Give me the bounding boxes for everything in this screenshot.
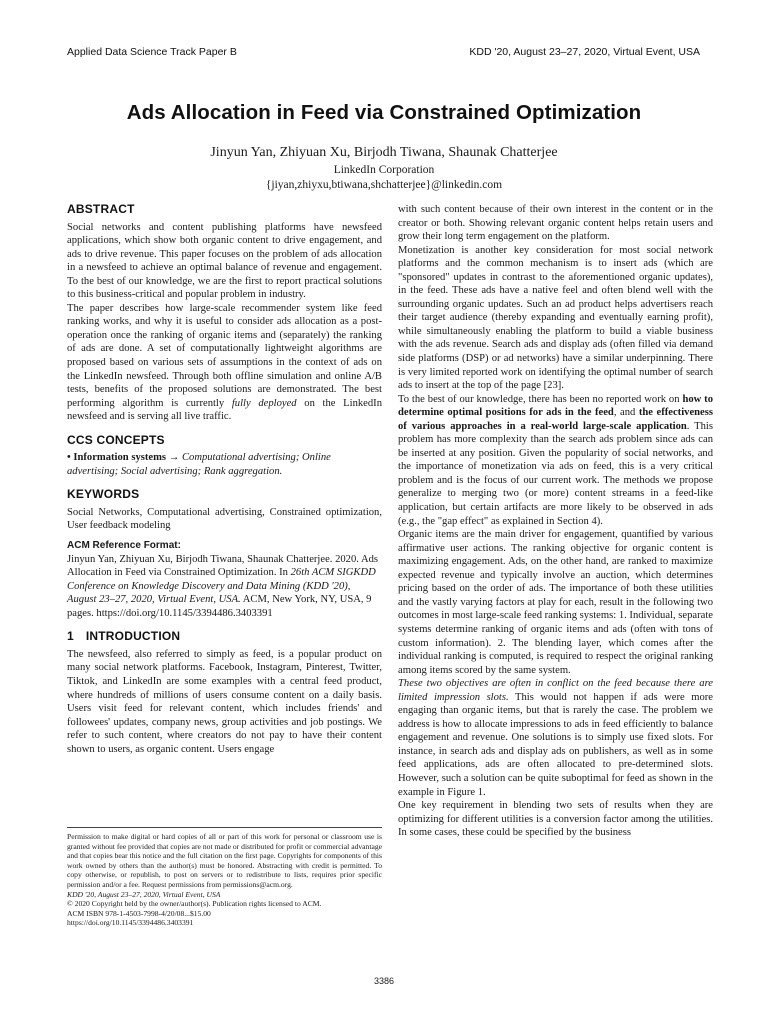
affiliation: LinkedIn Corporation: [333, 164, 435, 176]
reference-text: Jinyun Yan, Zhiyuan Xu, Birjodh Tiwana, Shaunak Chatterjee. 2020. Ads Allocation in Feed via Constrained Optimization. In: [67, 553, 379, 579]
abstract-heading: ABSTRACT: [67, 202, 135, 216]
copyright-line: © 2020 Copyright held by the owner/author(s). Publication rights licensed to ACM.: [67, 899, 322, 909]
section-title: INTRODUCTION: [85, 629, 181, 644]
copyright-footnote: [67, 827, 382, 928]
intro-paragraph-conflict: [398, 677, 713, 799]
reference-doi: ACM, New York, NY, USA, 9 pages. https://doi.org/10.1145/3394486.3403391: [67, 594, 372, 619]
abstract-paragraph-2: [67, 302, 382, 424]
page-number: 3386: [373, 976, 395, 986]
left-column: [67, 203, 382, 756]
right-column: [398, 203, 713, 840]
doi-line: https://doi.org/10.1145/3394486.3403391: [67, 918, 194, 928]
author-list: Jinyun Yan, Zhiyuan Xu, Birjodh Tiwana, Shaunak Chatterjee: [210, 145, 558, 160]
introduction-paragraph-1: The newsfeed, also referred to simply as feed, is a popular product on many social network platforms. Facebook, Instagram, Pinterest, Twitter, Tiktok, and LinkedIn are some examples with a central feed product, where hundreds of millions of users consume content on a daily basis. Users visit feed for relevant content, which includes friends' and followees' updates, company news, group activities and job postings. We refer to such content, where creators do not pay to have their content shown to users, as organic content. Users engage: [67, 648, 382, 755]
keywords-heading: KEYWORDS: [67, 487, 140, 502]
running-header-left: Applied Data Science Track Paper B: [67, 46, 237, 58]
ccs-concepts: [67, 451, 382, 478]
isbn-line: ACM ISBN 978-1-4503-7998-4/20/08...$15.00: [67, 908, 211, 918]
contribution-text: To the best of our knowledge, there has been no reported work on: [398, 393, 683, 405]
reference-venue: 26th ACM SIGKDD Conference on Knowledge Discovery and Data Mining (KDD '20), August 23–27, 2020, Virtual Event, USA.: [67, 567, 376, 606]
contribution-bold-1: how to determine optimal positions for ads in the feed: [398, 393, 714, 419]
keywords-text: Social Networks, Computational advertising, Constrained optimization, User feedback modeling: [67, 506, 382, 532]
paper-title: Ads Allocation in Feed via Constrained Optimization: [126, 101, 642, 124]
section-number: 1: [67, 629, 74, 644]
abstract-emphasis: fully deployed: [231, 397, 297, 409]
contribution-rest: . This problem has more complexity than the search ads problem since ads can be inserted at any position. Given the popularity of social networks, and the importance of monetization via ads on feed, this is a very critical problem and is the focus of our current work. The methods we propose generalize to merging two (or more) content streams in a feed-like application, but certain artifacts are more likely to be observed in ads (e.g., the "gap effect" as explained in Section 4).: [398, 420, 713, 527]
acm-reference-text: [67, 553, 382, 621]
ccs-bullet: • Information systems: [67, 452, 167, 464]
venue-line: KDD '20, August 23–27, 2020, Virtual Event, USA: [67, 889, 221, 899]
acm-reference-heading: ACM Reference Format:: [67, 540, 181, 552]
abstract-text: The paper describes how large-scale recommender system like feed ranking works, and why it is useful to consider ads allocation as a post-operation once the ranking of organic items and (separately) the ranking of ads are done. A set of computationally lightweight algorithms are proposed based on various sets of assumptions in the context of ads on the LinkedIn newsfeed. Through both offline simulation and online A/B tests, benefits of the proposed solutions are demonstrated. The best performing algorithm is currently: [67, 302, 382, 409]
intro-paragraph-conversion: One key requirement in blending two sets of results when they are optimizing for different utilities is a conversion factor among the utilities. In some cases, these could be specified by the business: [398, 800, 713, 839]
intro-paragraph-contribution: [398, 393, 713, 528]
contribution-joiner: , and: [613, 407, 639, 419]
permission-notice: Permission to make digital or hard copies of all or part of this work for personal or classroom use is granted without fee provided that copies are not made or distributed for profit or commercial advantage and that copies bear this notice and the full citation on the first page. Copyrights for components of this work owned by others than the author(s) must be honored. Abstracting with credit is permitted. To copy otherwise, or republish, to post on servers or to redistribute to lists, requires prior specific permission and/or a fee. Request permissions from permissions@acm.org.: [67, 832, 382, 889]
intro-paragraph-continued: with such content because of their own interest in the content or in the creator or both. Showing relevant organic content helps retain users and grow their long term engagement on the platform.: [398, 204, 713, 243]
author-emails: {jiyan,zhiyxu,btiwana,shchatterjee}@linkedin.com: [265, 179, 503, 191]
running-header-right: KDD '20, August 23–27, 2020, Virtual Event, USA: [469, 46, 700, 58]
intro-paragraph-organic: Organic items are the main driver for engagement, quantified by various affirmative user actions. The ranking objective for organic content is maximizing engagement. Ads, on the other hand, are ranked to maximize expected revenue and typically involve an auction, which determines pricing based on the order of ads. The importance of both these utilities and the vastly varying factors at play for each, result in the following two outcomes in most large-scale feed ranking systems: 1. Individual, separate systems determine ranking of organic items and ads (often with tons of custom information). 2. The blending layer, which comes after the individual ranking is computed, is required to respect the original ranking among items scored by the same system.: [398, 529, 713, 676]
ccs-heading: CCS CONCEPTS: [67, 432, 165, 447]
introduction-heading: [67, 630, 382, 644]
abstract-text-end: on the LinkedIn newsfeed and is serving all live traffic.: [67, 397, 382, 423]
ccs-concept-list: → Computational advertising; Online advertising; Social advertising; Rank aggregation.: [67, 452, 331, 477]
conflict-rest: This would not happen if ads were more engaging than organic items, but that is rarely the case. The problem we address is how to allocate impressions to ads in feed efficiently to balance engagement and revenue. One solutions is to simply use fixed slots. For instance, in search ads and display ads on publishers, as well as in some feed applications, ads are often allocated to pre-determined slots. However, such a solution can be quite suboptimal for feed as shown in the example in Figure 1.: [398, 691, 714, 798]
abstract-paragraph-1: Social networks and content publishing platforms have newsfeed applications, which show both organic content to drive engagement, and ads to drive revenue. This paper focuses on the problem of ads allocation in a newsfeed to achieve an optimal balance of revenue and engagement. To the best of our knowledge, we are the first to report practical solutions to this business-critical and popular problem in industry.: [67, 221, 382, 301]
contribution-bold-2: the effectiveness of various approaches in a real-world large-scale application: [398, 407, 713, 432]
conflict-emphasis: These two objectives are often in conflict on the feed because there are limited impression slots.: [398, 678, 713, 703]
intro-paragraph-monetization: Monetization is another key consideration for most social network platforms and the common mechanism is to insert ads (which are "sponsored" updates in contrast to the aforementioned organic updates), in the feed. These ads have a native feel and often blend well with the surrounding organic updates. Such an ad product helps advertisers reach their target audience (thereby expanding and eventually earning profit), while simultaneously enabling the platform to build a viable business with the ads revenue. Search ads and display ads (often filled via demand side platforms (DSP) or ad networks) have a similar underpinning. There is very limited reported work on identifying the optimal number of search ads to insert at the top of the page [23].: [398, 244, 713, 392]
